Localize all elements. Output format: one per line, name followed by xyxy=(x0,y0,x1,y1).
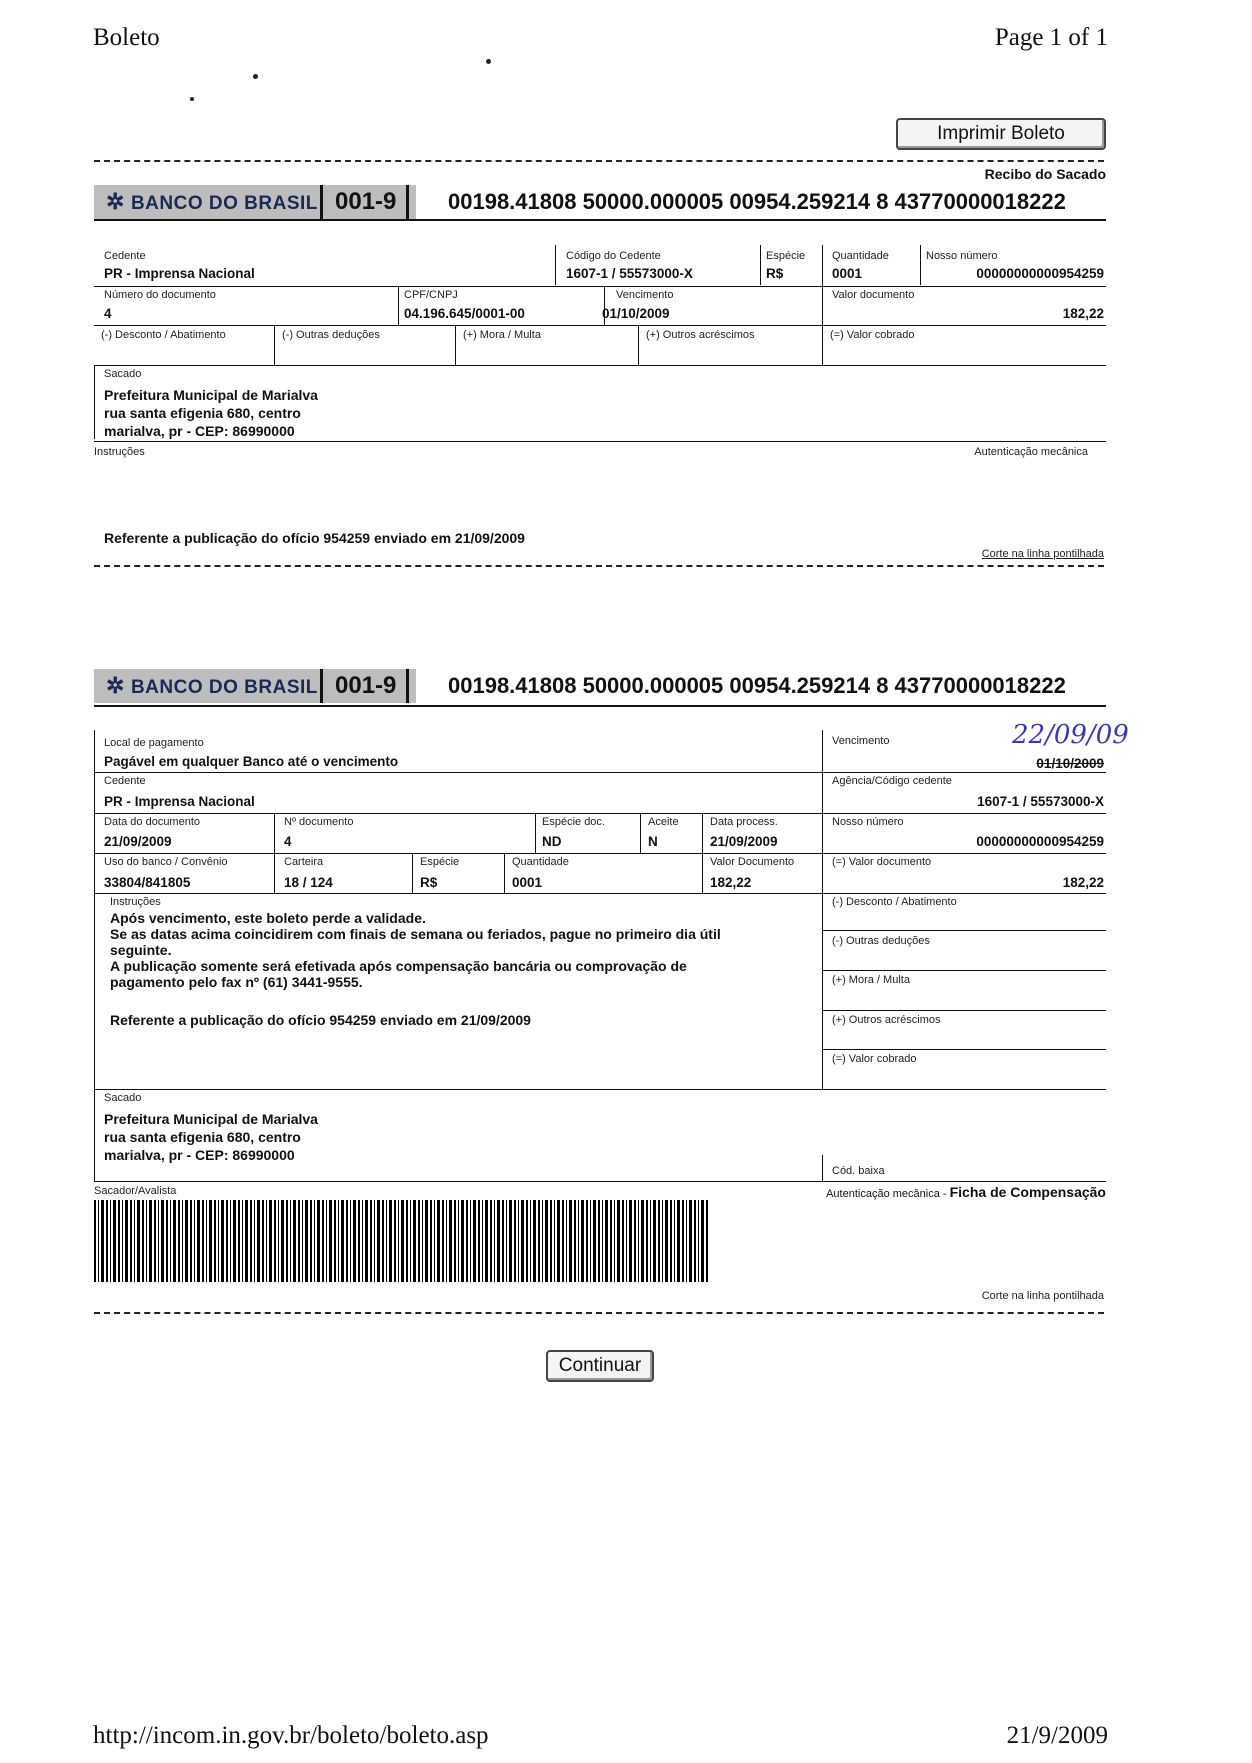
ficha-title: Ficha de Compensação xyxy=(949,1184,1106,1200)
data-process-label: Data process. xyxy=(710,816,778,828)
bank-code: 001-9 xyxy=(320,185,409,219)
grid-line xyxy=(822,1049,1106,1050)
autenticacao-label: Autenticação mecânica xyxy=(974,446,1088,458)
mora-multa-label: (+) Mora / Multa xyxy=(463,329,541,341)
quantidade-label: Quantidade xyxy=(832,250,889,262)
grid-line xyxy=(822,970,1106,971)
sacado-line: rua santa efigenia 680, centro xyxy=(104,1129,301,1145)
data-documento-value: 21/09/2009 xyxy=(104,834,172,849)
agencia-label: Agência/Código cedente xyxy=(832,775,952,787)
no-documento-value: 4 xyxy=(284,834,292,849)
numero-documento-value: 4 xyxy=(104,306,112,321)
valor-documento-mid-value: 182,22 xyxy=(710,875,752,890)
scan-speck xyxy=(253,74,258,79)
agencia-value: 1607-1 / 55573000-X xyxy=(977,794,1104,809)
sacado-label: Sacado xyxy=(104,368,142,380)
instrucoes-label: Instruções xyxy=(94,446,145,458)
continue-button[interactable]: Continuar xyxy=(546,1350,654,1382)
grid-line xyxy=(94,1089,95,1181)
grid-line xyxy=(94,893,1106,894)
grid-line xyxy=(822,1010,1106,1011)
grid-line xyxy=(94,1089,1106,1090)
valor-documento-value: 182,22 xyxy=(1062,875,1104,890)
sacado-address xyxy=(104,386,318,440)
cedente-label: Cedente xyxy=(104,775,146,787)
sacado-line: Prefeitura Municipal de Marialva xyxy=(104,1111,318,1127)
data-process-value: 21/09/2009 xyxy=(710,834,778,849)
carteira-value: 18 / 124 xyxy=(284,875,333,890)
grid-line xyxy=(94,365,1106,366)
bank-logo-icon: ✲ xyxy=(106,673,125,698)
vencimento-value: 01/10/2009 xyxy=(1036,756,1104,771)
cedente-value: PR - Imprensa Nacional xyxy=(104,794,255,809)
bank-logo-icon: ✲ xyxy=(106,189,125,214)
grid-line xyxy=(94,772,1106,773)
grid-line xyxy=(555,245,556,285)
valor-documento-label: Valor documento xyxy=(832,289,915,301)
valor-cobrado-label: (=) Valor cobrado xyxy=(832,1053,917,1065)
aceite-label: Aceite xyxy=(648,816,679,828)
barcode xyxy=(94,1200,710,1282)
especie-label: Espécie xyxy=(766,250,806,262)
quantidade-value: 0001 xyxy=(832,266,863,281)
instrucao-line: A publicação somente será efetivada após compensação bancária ou comprovação de xyxy=(110,958,687,974)
quantidade-label: Quantidade xyxy=(512,856,569,868)
nosso-numero-label: Nosso número xyxy=(926,250,998,262)
uso-banco-value: 33804/841805 xyxy=(104,875,191,890)
instrucao-line: pagamento pelo fax nº (61) 3441-9555. xyxy=(110,974,363,990)
carteira-label: Carteira xyxy=(284,856,324,868)
instrucao-line: seguinte. xyxy=(110,942,172,958)
sacado-line: marialva, pr - CEP: 86990000 xyxy=(104,1147,295,1163)
uso-banco-label: Uso do banco / Convênio xyxy=(104,856,228,868)
valor-cobrado-label: (=) Valor cobrado xyxy=(830,329,915,341)
outros-acrescimos-label: (+) Outros acréscimos xyxy=(832,1014,941,1026)
autenticacao-label: Autenticação mecânica - xyxy=(826,1188,950,1200)
corte-label: Corte na linha pontilhada xyxy=(981,1290,1104,1302)
grid-line xyxy=(94,1181,1106,1182)
grid-line xyxy=(274,813,275,853)
mora-multa-label: (+) Mora / Multa xyxy=(832,974,910,986)
nosso-numero-value: 00000000000954259 xyxy=(976,834,1104,849)
grid-line xyxy=(822,730,823,1090)
grid-line xyxy=(94,730,95,1090)
sacado-line: rua santa efigenia 680, centro xyxy=(104,405,301,421)
cedente-label: Cedente xyxy=(104,250,146,262)
digitable-line: 00198.41808 50000.000005 00954.259214 8 43770000018222 xyxy=(448,189,1066,214)
grid-line xyxy=(504,853,505,893)
sacado-line: Prefeitura Municipal de Marialva xyxy=(104,387,318,403)
grid-line xyxy=(94,365,95,439)
valor-documento-mid-label: Valor Documento xyxy=(710,856,795,868)
vencimento-label: Vencimento xyxy=(832,735,890,747)
especie-doc-value: ND xyxy=(542,834,562,849)
grid-line xyxy=(455,325,456,365)
sacado-label: Sacado xyxy=(104,1092,142,1104)
desconto-label: (-) Desconto / Abatimento xyxy=(101,329,226,341)
grid-line xyxy=(822,1155,823,1181)
grid-line xyxy=(640,813,641,853)
grid-line xyxy=(274,325,275,365)
scan-speck xyxy=(190,97,194,101)
numero-documento-label: Número do documento xyxy=(104,289,216,301)
grid-line xyxy=(412,853,413,893)
cpf-cnpj-label: CPF/CNPJ xyxy=(404,289,458,301)
page-footer-url: http://incom.in.gov.br/boleto/boleto.asp xyxy=(93,1722,489,1749)
print-boleto-button[interactable]: Imprimir Boleto xyxy=(896,118,1106,150)
bank-logo-text: BANCO DO BRASIL xyxy=(130,193,318,214)
page-footer-date: 21/9/2009 xyxy=(1006,1722,1108,1749)
outras-deducoes-label: (-) Outras deduções xyxy=(832,935,930,947)
valor-documento-value: 182,22 xyxy=(1062,306,1104,321)
handwritten-date: 22/09/09 xyxy=(1012,720,1129,750)
cut-line xyxy=(94,160,1104,162)
sacado-line: marialva, pr - CEP: 86990000 xyxy=(104,423,295,439)
instrucao-line: Após vencimento, este boleto perde a validade. xyxy=(110,910,426,926)
grid-line xyxy=(94,853,1106,854)
autenticacao-ficha xyxy=(826,1184,1106,1202)
nosso-numero-label: Nosso número xyxy=(832,816,904,828)
especie-value: R$ xyxy=(420,875,438,890)
grid-line xyxy=(94,441,1106,442)
scan-speck xyxy=(486,59,491,64)
codigo-cedente-value: 1607-1 / 55573000-X xyxy=(566,266,693,281)
referente-text: Referente a publicação do ofício 954259 enviado em 21/09/2009 xyxy=(104,530,525,546)
cut-line xyxy=(94,1312,1104,1314)
especie-doc-label: Espécie doc. xyxy=(542,816,605,828)
cod-baixa-label: Cód. baixa xyxy=(832,1165,885,1177)
receipt-title: Recibo do Sacado xyxy=(984,166,1106,182)
cpf-cnpj-value: 04.196.645/0001-00 xyxy=(404,306,525,321)
grid-line xyxy=(274,853,275,893)
page-header-title: Boleto xyxy=(93,24,160,51)
instrucao-line: Se as datas acima coincidirem com finais de semana ou feriados, pague no primeiro dia útil xyxy=(110,926,721,942)
grid-line xyxy=(822,245,823,365)
valor-documento-label: (=) Valor documento xyxy=(832,856,932,868)
grid-line xyxy=(398,286,399,326)
especie-label: Espécie xyxy=(420,856,460,868)
instrucoes-text xyxy=(110,910,721,990)
grid-line xyxy=(920,245,921,285)
vencimento-value: 01/10/2009 xyxy=(602,306,670,321)
instrucoes-label: Instruções xyxy=(110,896,161,908)
cedente-value: PR - Imprensa Nacional xyxy=(104,266,255,281)
grid-line xyxy=(94,286,1106,287)
referente-text: Referente a publicação do ofício 954259 enviado em 21/09/2009 xyxy=(110,1012,531,1028)
local-pagamento-label: Local de pagamento xyxy=(104,737,204,749)
sacado-address xyxy=(104,1110,318,1164)
bank-code: 001-9 xyxy=(320,669,409,703)
data-documento-label: Data do documento xyxy=(104,816,201,828)
outras-deducoes-label: (-) Outras deduções xyxy=(282,329,380,341)
sacador-label: Sacador/Avalista xyxy=(94,1185,177,1197)
nosso-numero-value: 00000000000954259 xyxy=(976,266,1104,281)
grid-line xyxy=(535,813,536,853)
grid-line xyxy=(94,813,1106,814)
desconto-label: (-) Desconto / Abatimento xyxy=(832,896,957,908)
page-header-pagination: Page 1 of 1 xyxy=(994,24,1108,51)
especie-value: R$ xyxy=(766,266,784,281)
quantidade-value: 0001 xyxy=(512,875,543,890)
separator xyxy=(94,705,1106,707)
vencimento-label: Vencimento xyxy=(616,289,674,301)
grid-line xyxy=(822,930,1106,931)
separator xyxy=(94,219,1106,221)
codigo-cedente-label: Código do Cedente xyxy=(566,250,661,262)
no-documento-label: Nº documento xyxy=(284,816,354,828)
grid-line xyxy=(94,325,1106,326)
cut-line xyxy=(94,565,1104,567)
local-pagamento-value: Pagável em qualquer Banco até o vencimento xyxy=(104,754,399,769)
grid-line xyxy=(760,245,761,285)
bank-logo-text: BANCO DO BRASIL xyxy=(130,677,318,698)
digitable-line: 00198.41808 50000.000005 00954.259214 8 43770000018222 xyxy=(448,673,1066,698)
aceite-value: N xyxy=(648,834,658,849)
corte-label: Corte na linha pontilhada xyxy=(981,548,1104,560)
grid-line xyxy=(638,325,639,365)
outros-acrescimos-label: (+) Outros acréscimos xyxy=(646,329,755,341)
